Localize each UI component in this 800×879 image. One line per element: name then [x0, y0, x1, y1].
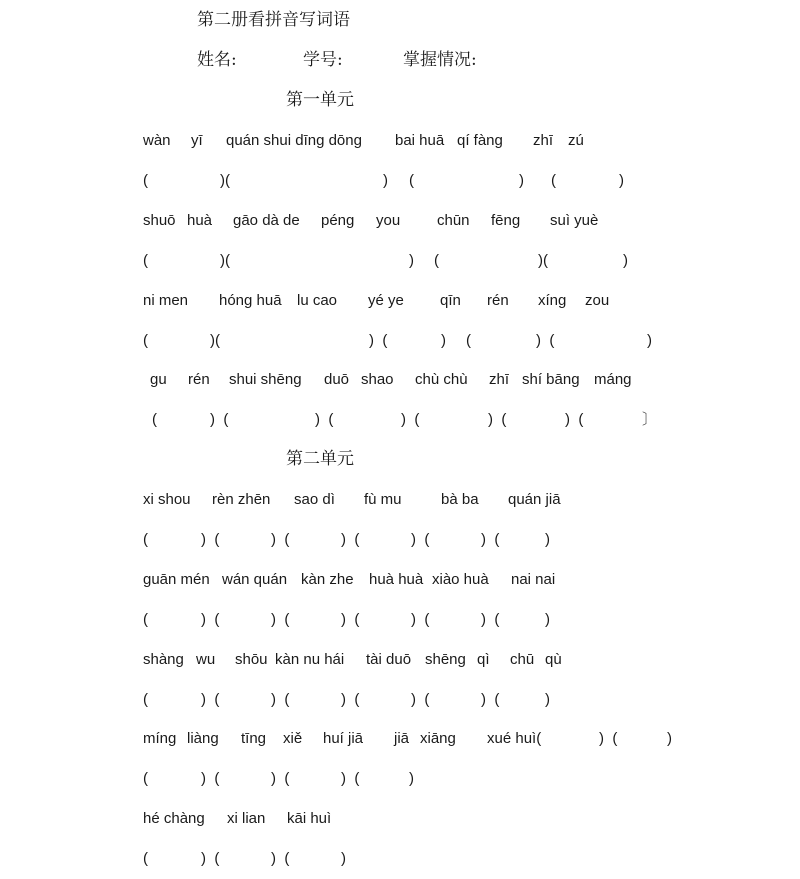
pinyin-word: qù	[545, 650, 562, 668]
pinyin-word: xi lian	[227, 810, 266, 828]
pinyin-word: xué huì(	[487, 730, 542, 748]
pinyin-word: quán jiā	[508, 491, 561, 508]
answer-bracket: ) (	[271, 850, 290, 868]
pinyin-word: qīn	[440, 291, 461, 309]
pinyin-word: duō	[324, 371, 350, 389]
answer-bracket: )	[545, 530, 550, 548]
pinyin-word: kāi huì	[287, 810, 332, 828]
answer-bracket: (	[152, 411, 157, 429]
worksheet-title: 第二册看拼音写词语	[197, 10, 350, 30]
pinyin-word: chū	[510, 650, 535, 668]
answer-bracket: (	[551, 171, 556, 189]
pinyin-word: yī	[191, 132, 203, 149]
answer-bracket: )	[409, 770, 414, 788]
pinyin-word: qì	[477, 650, 490, 668]
pinyin-word: rèn zhēn	[212, 491, 271, 508]
unit-2-heading: 第二单元	[286, 449, 354, 469]
answer-bracket: (	[143, 690, 148, 708]
answer-bracket: ) (	[271, 690, 290, 708]
answer-bracket: ) (	[481, 530, 500, 548]
name-label: 姓名:	[197, 50, 237, 70]
answer-bracket: ) (	[565, 411, 584, 429]
answer-bracket: )	[519, 171, 524, 189]
answer-bracket: ) (	[201, 850, 220, 868]
pinyin-word: zou	[585, 291, 610, 309]
answer-bracket: )	[441, 331, 446, 349]
answer-bracket: ) (	[488, 411, 507, 429]
answer-bracket: )	[623, 251, 628, 269]
answer-bracket: (	[143, 171, 148, 189]
pinyin-word: zhī	[489, 371, 510, 389]
pinyin-word: gāo dà de	[233, 211, 300, 229]
pinyin-word: rén	[487, 291, 509, 309]
pinyin-word: )	[667, 730, 672, 748]
pinyin-word: gu	[150, 371, 167, 389]
pinyin-word: huà	[187, 211, 213, 229]
answer-bracket: )(	[538, 251, 548, 269]
pinyin-word: ) (	[599, 730, 618, 748]
answer-bracket: (	[143, 251, 148, 269]
answer-bracket: ) (	[315, 411, 334, 429]
pinyin-word: wàn	[143, 132, 171, 149]
pinyin-word: xiě	[283, 730, 303, 748]
answer-bracket: (	[143, 610, 148, 628]
pinyin-word: péng	[321, 211, 355, 229]
pinyin-word: xiāng	[420, 730, 456, 748]
pinyin-word: chūn	[437, 211, 470, 229]
answer-bracket: )	[409, 251, 414, 269]
answer-bracket: (	[409, 171, 414, 189]
answer-bracket: )	[619, 171, 624, 189]
answer-bracket: )(	[210, 331, 220, 349]
pinyin-word: shàng	[143, 650, 184, 668]
answer-bracket: ) (	[341, 770, 360, 788]
pinyin-word: quán shui dīng dōng	[226, 132, 362, 149]
student-number-label: 学号:	[303, 50, 343, 70]
unit-1-heading: 第一单元	[286, 90, 354, 110]
pinyin-word: nai nai	[511, 570, 556, 588]
answer-bracket: (	[143, 770, 148, 788]
pinyin-word: you	[376, 211, 401, 229]
answer-bracket: ) (	[369, 331, 388, 349]
pinyin-word: míng	[143, 730, 177, 748]
pinyin-word: rén	[188, 371, 210, 389]
pinyin-word: hóng huā	[219, 291, 282, 309]
answer-bracket: ) (	[271, 610, 290, 628]
pinyin-word: shao	[361, 371, 394, 389]
answer-bracket: ) (	[210, 411, 229, 429]
pinyin-word: fù mu	[364, 491, 402, 508]
pinyin-word: bai huā	[395, 132, 445, 149]
pinyin-word: chù chù	[415, 371, 468, 389]
answer-bracket: ) (	[401, 411, 420, 429]
answer-bracket: (	[143, 850, 148, 868]
pinyin-word: huí jiā	[323, 730, 364, 748]
pinyin-word: shōu	[235, 650, 268, 668]
answer-bracket: )	[383, 171, 388, 189]
answer-bracket: ) (	[481, 610, 500, 628]
pinyin-word: lu cao	[297, 291, 338, 309]
pinyin-word: xiào huà	[432, 570, 489, 588]
answer-bracket: (	[466, 331, 471, 349]
answer-bracket: ) (	[536, 331, 555, 349]
answer-bracket: )	[647, 331, 652, 349]
pinyin-word: jiā	[394, 730, 410, 748]
pinyin-word: xíng	[538, 291, 567, 309]
answer-bracket: ) (	[271, 770, 290, 788]
pinyin-word: fēng	[491, 211, 521, 229]
answer-bracket: ) (	[201, 690, 220, 708]
pinyin-word: shuō	[143, 211, 176, 229]
pinyin-word: shí bāng	[522, 371, 580, 389]
pinyin-word: tīng	[241, 730, 267, 748]
pinyin-word: bà ba	[441, 491, 479, 508]
answer-bracket: )	[341, 850, 346, 868]
answer-bracket: ) (	[341, 690, 360, 708]
pinyin-word: ni men	[143, 291, 189, 309]
answer-bracket: )(	[220, 171, 230, 189]
pinyin-word: shui shēng	[229, 371, 302, 389]
pinyin-word: máng	[594, 371, 632, 389]
pinyin-word: zhī	[533, 132, 554, 149]
pinyin-word: hé chàng	[143, 810, 205, 828]
pinyin-word: wán quán	[222, 570, 288, 588]
pinyin-word: shēng	[425, 650, 466, 668]
answer-bracket: ) (	[411, 690, 430, 708]
pinyin-word: guān mén	[143, 570, 210, 588]
mastery-label: 掌握情况:	[403, 50, 477, 70]
pinyin-word: qí fàng	[457, 132, 503, 149]
pinyin-word: yé ye	[368, 291, 404, 309]
answer-bracket: ) (	[201, 530, 220, 548]
answer-bracket: ) (	[411, 530, 430, 548]
pinyin-word: suì yuè	[550, 211, 599, 229]
answer-bracket: 〕	[642, 411, 658, 429]
pinyin-word: zú	[568, 132, 584, 149]
answer-bracket: (	[143, 530, 148, 548]
pinyin-word: tài duō	[366, 650, 412, 668]
answer-bracket: ) (	[201, 610, 220, 628]
answer-bracket: (	[143, 331, 148, 349]
pinyin-word: xi shou	[143, 491, 191, 508]
pinyin-word: huà huà	[369, 570, 424, 588]
pinyin-word: kàn nu hái	[275, 650, 345, 668]
pinyin-word: kàn zhe	[301, 570, 354, 588]
answer-bracket: )	[545, 690, 550, 708]
pinyin-word: sao dì	[294, 491, 335, 508]
answer-bracket: ) (	[481, 690, 500, 708]
answer-bracket: (	[434, 251, 439, 269]
answer-bracket: )	[545, 610, 550, 628]
answer-bracket: )(	[220, 251, 230, 269]
pinyin-word: wu	[196, 650, 216, 668]
answer-bracket: ) (	[271, 530, 290, 548]
answer-bracket: ) (	[341, 530, 360, 548]
answer-bracket: ) (	[201, 770, 220, 788]
answer-bracket: ) (	[341, 610, 360, 628]
answer-bracket: ) (	[411, 610, 430, 628]
pinyin-word: liàng	[187, 730, 219, 748]
